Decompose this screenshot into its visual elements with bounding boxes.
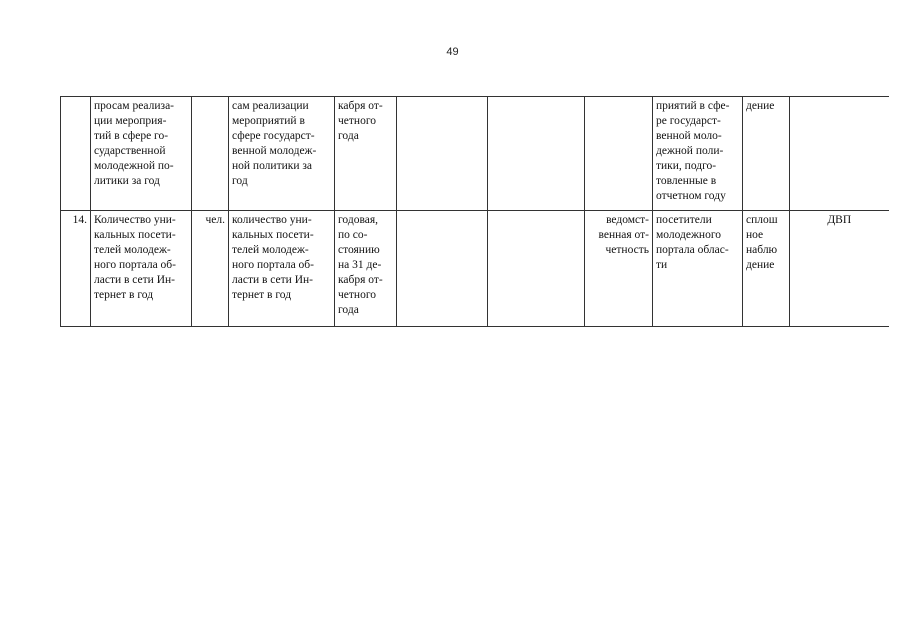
cell-calculation-method xyxy=(488,211,585,327)
cell-unit xyxy=(192,97,229,211)
cell-definition: сам реализации мероприятий в сфере государст- венной молодеж- ной политики за год xyxy=(229,97,335,211)
cell-data-source: ведомст- венная от- четность xyxy=(585,211,653,327)
table-row xyxy=(61,211,889,327)
cell-period: кабря от- четного года xyxy=(335,97,397,211)
indicators-table xyxy=(60,96,889,327)
cell-number: 14. xyxy=(61,211,91,327)
cell-indicator-name: Количество уни- кальных посети- телей молодеж- ного портала об- ласти в сети Ин- тернет в год xyxy=(91,211,192,327)
cell-responsible: ДВП xyxy=(790,211,889,327)
cell-responsible xyxy=(790,97,889,211)
cell-period: годовая, по со- стоянию на 31 де- кабря от- четного года xyxy=(335,211,397,327)
cell-observation-object: приятий в сфе- ре государст- венной моло- дежной поли- тики, подго- товленные в отчетном году xyxy=(653,97,743,211)
cell-calculation-method xyxy=(488,97,585,211)
cell-indicator-name: просам реализа- ции мероприя- тий в сфере го- сударственной молодежной по- литики за год xyxy=(91,97,192,211)
cell-collection-method: дение xyxy=(743,97,790,211)
cell-observation-object: посетители молодежного портала облас- ти xyxy=(653,211,743,327)
cell-number xyxy=(61,97,91,211)
cell-unit: чел. xyxy=(192,211,229,327)
cell-definition: количество уни- кальных посети- телей молодеж- ного портала об- ласти в сети Ин- тернет в год xyxy=(229,211,335,327)
cell-basic-indicators xyxy=(397,211,488,327)
page-number: 49 xyxy=(446,46,459,58)
cell-data-source xyxy=(585,97,653,211)
cell-basic-indicators xyxy=(397,97,488,211)
table-row xyxy=(61,97,889,211)
cell-collection-method: сплош ное наблю дение xyxy=(743,211,790,327)
